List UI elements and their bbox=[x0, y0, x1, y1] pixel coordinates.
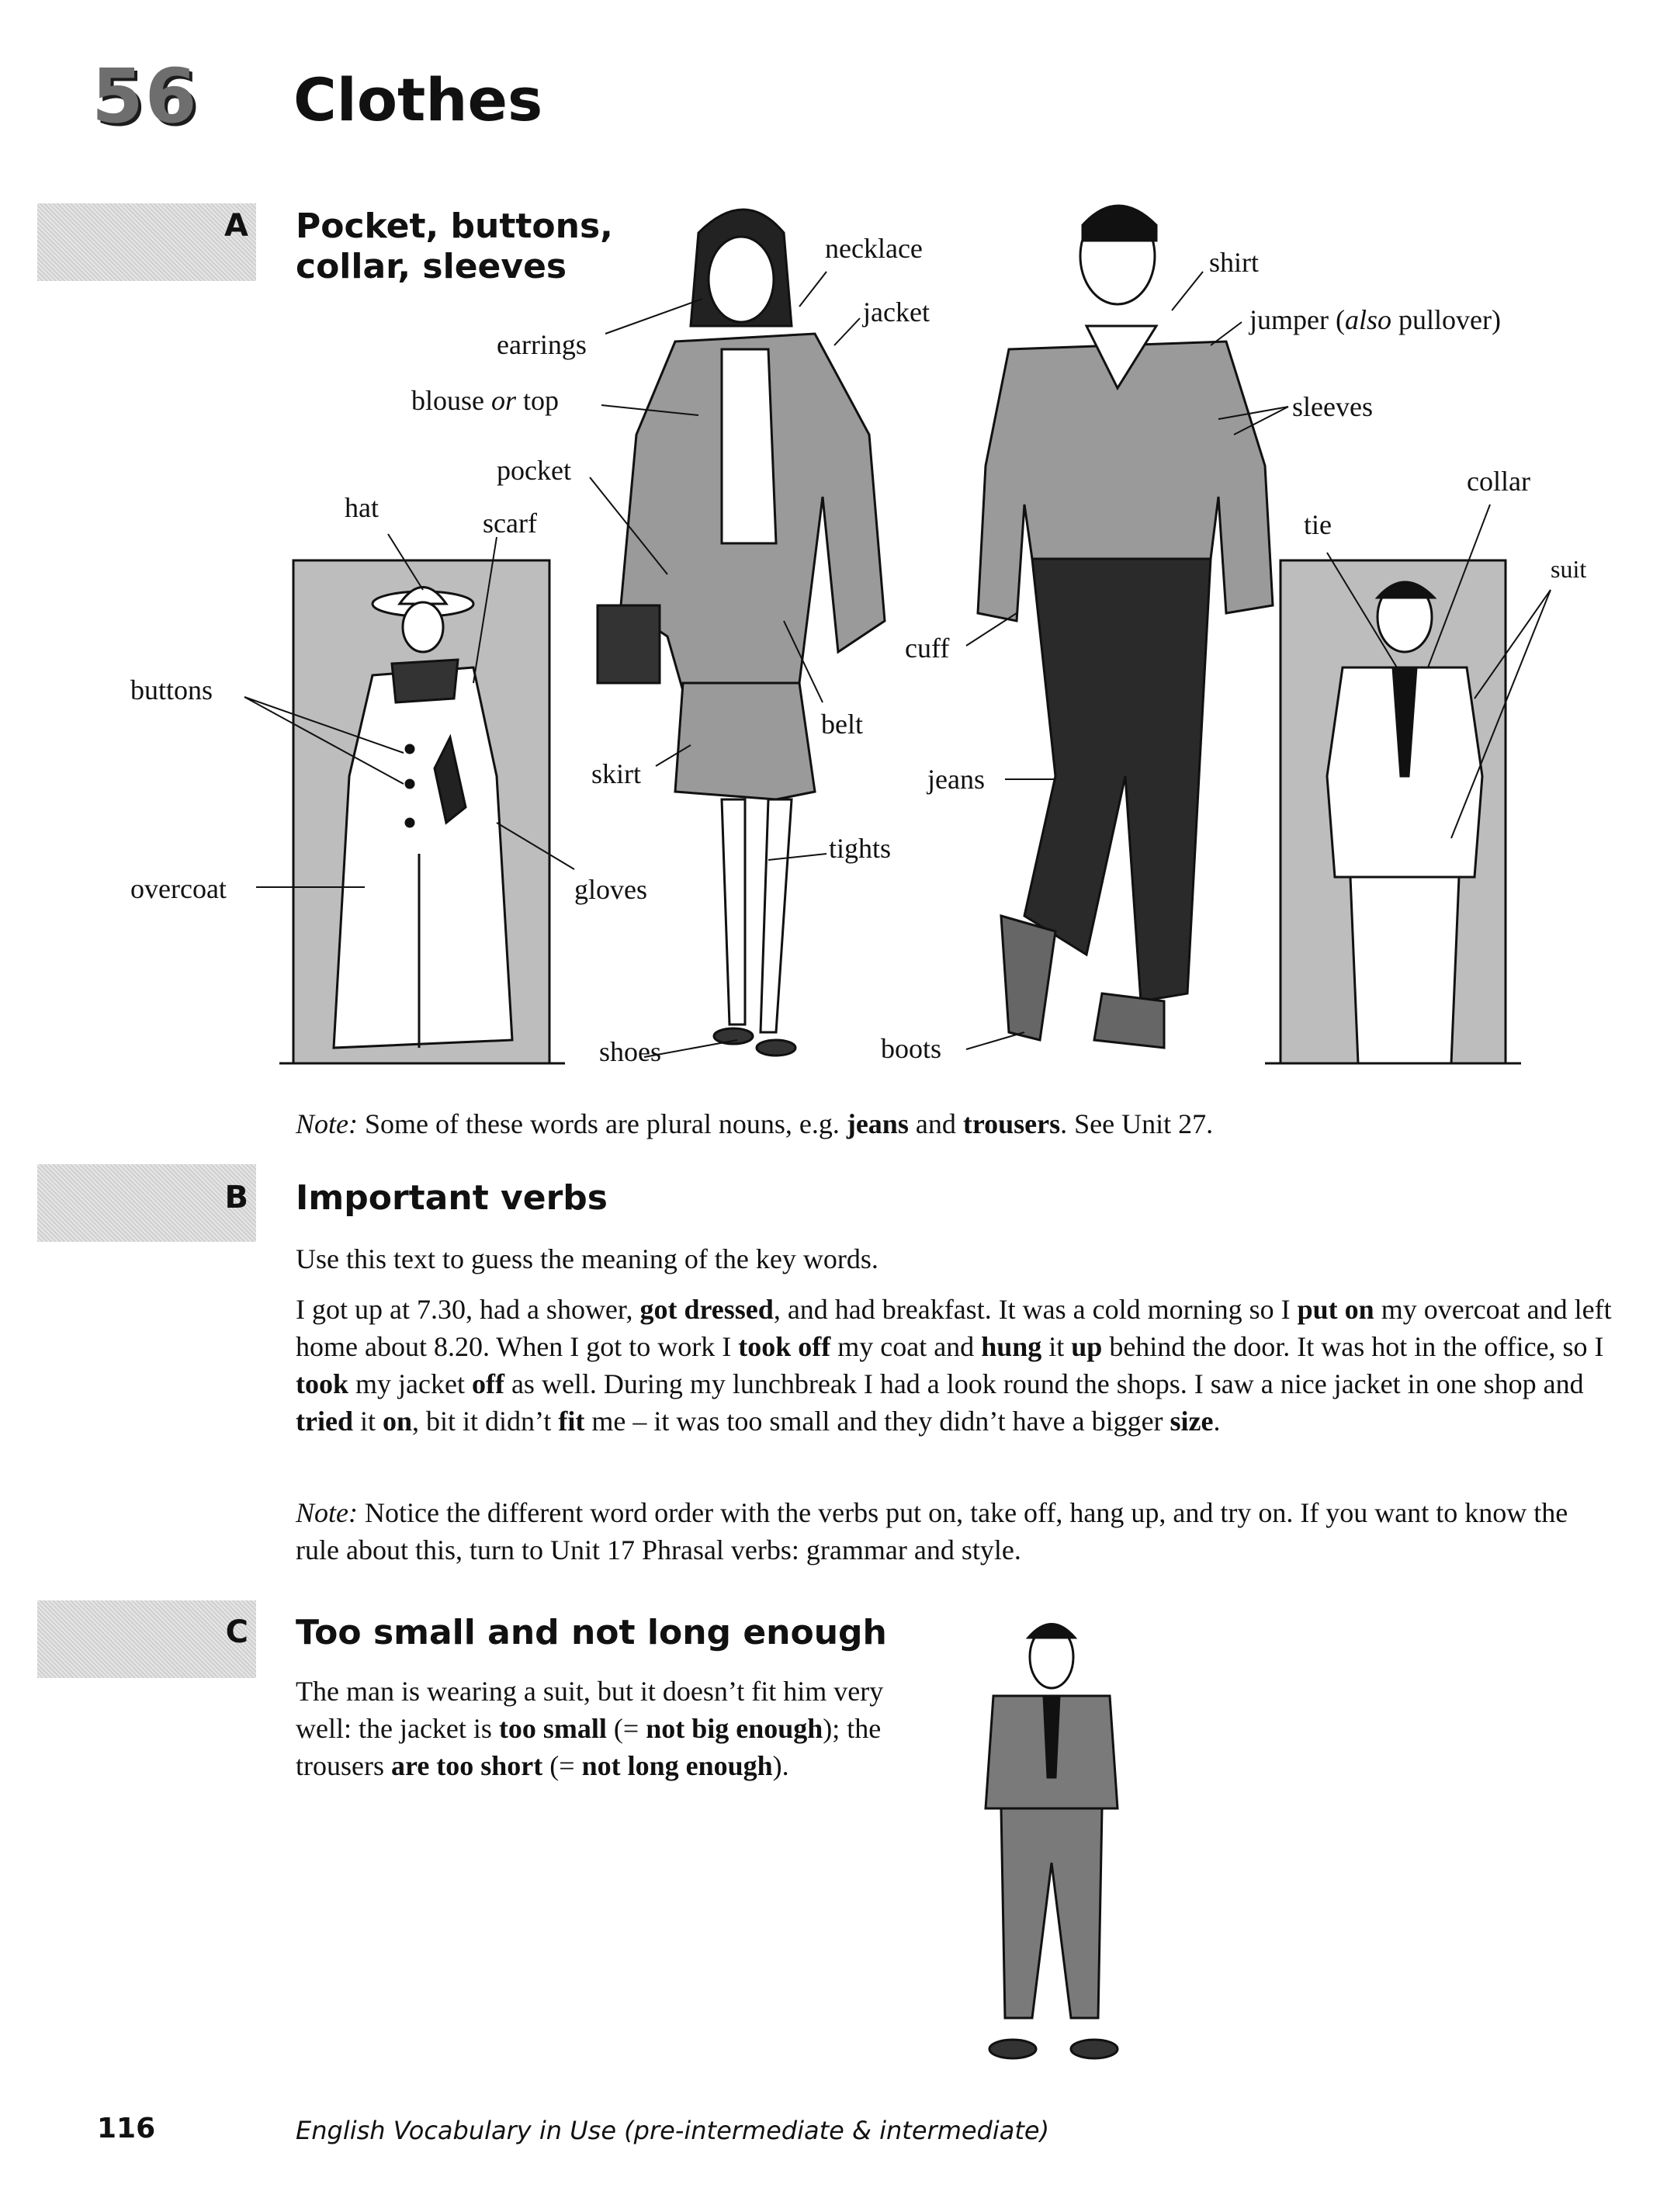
story-text: my overcoat and left home about 8.20. When I got to work I bbox=[296, 1294, 1612, 1362]
label-boots: boots bbox=[881, 1033, 942, 1064]
section-b-note bbox=[296, 1494, 1615, 1569]
section-b-note-text: Notice the different word order with the verbs put on, take off, hang up, and try on. If you want to know the rule about this, turn to Unit 17 Phrasal verbs: grammar and style. bbox=[296, 1497, 1568, 1565]
section-c-letter: C bbox=[225, 1614, 248, 1650]
story-text: it bbox=[352, 1406, 383, 1437]
section-a-note-word1: jeans bbox=[846, 1108, 909, 1139]
section-a-note-text1: Some of these words are plural nouns, e.g. bbox=[364, 1108, 840, 1139]
label-gloves: gloves bbox=[574, 874, 647, 905]
label-cuff: cuff bbox=[905, 633, 950, 664]
label-jumper: jumper (also pullover) bbox=[1249, 304, 1501, 335]
section-c-keyword: too small bbox=[498, 1713, 607, 1744]
section-b-letter: B bbox=[224, 1180, 248, 1215]
section-c-fragment: (= bbox=[606, 1713, 646, 1744]
unit-title: Clothes bbox=[293, 65, 543, 134]
section-c-keyword: not big enough bbox=[646, 1713, 823, 1744]
story-keyword: fit bbox=[558, 1406, 585, 1437]
label-shoes: shoes bbox=[599, 1036, 661, 1067]
label-scarf: scarf bbox=[483, 508, 537, 539]
section-c-fragment: ); the trousers bbox=[296, 1713, 882, 1781]
label-skirt: skirt bbox=[591, 758, 642, 789]
section-a-heading-line1: Pocket, buttons, bbox=[296, 206, 613, 246]
story-text: I got up at 7.30, had a shower, bbox=[296, 1294, 640, 1325]
story-text: as well. During my lunchbreak I had a look round the shops. I saw a nice jacket in one shop and bbox=[504, 1368, 1584, 1399]
label-blouse-top: top bbox=[523, 385, 560, 416]
story-text: my jacket bbox=[348, 1368, 472, 1399]
story-keyword: put on bbox=[1297, 1294, 1374, 1325]
label-collar: collar bbox=[1467, 466, 1530, 497]
story-keyword: on bbox=[382, 1406, 413, 1437]
label-jumper-pullover: pullover bbox=[1398, 304, 1492, 335]
section-a-heading-line2: collar, sleeves bbox=[296, 247, 567, 286]
label-overcoat: overcoat bbox=[130, 873, 227, 904]
label-pocket: pocket bbox=[497, 455, 571, 486]
section-c-fragment: The man is wearing a suit, but it doesn’t fit him very well: the jacket is bbox=[296, 1676, 884, 1744]
page-number: 116 bbox=[97, 2113, 156, 2144]
story-text: , and had breakfast. It was a cold morning so I bbox=[773, 1294, 1298, 1325]
section-a-note-text2: . See Unit 27. bbox=[1060, 1108, 1214, 1139]
label-jumper-word: jumper bbox=[1249, 304, 1329, 335]
label-jumper-also: also bbox=[1344, 304, 1391, 335]
section-c-keyword: not long enough bbox=[581, 1750, 773, 1781]
label-blouse bbox=[411, 385, 559, 416]
story-keyword: took off bbox=[738, 1331, 831, 1362]
story-keyword: tried bbox=[296, 1406, 353, 1437]
label-earrings: earrings bbox=[497, 329, 587, 360]
story-keyword: got dressed bbox=[639, 1294, 774, 1325]
section-c-fragment: ). bbox=[772, 1750, 789, 1781]
label-tights: tights bbox=[829, 833, 892, 864]
section-a-note-prefix: Note: bbox=[296, 1108, 358, 1139]
label-necklace: necklace bbox=[825, 233, 923, 264]
story-keyword: took bbox=[296, 1368, 349, 1399]
section-c-heading: Too small and not long enough bbox=[296, 1613, 887, 1652]
story-text: . bbox=[1213, 1406, 1221, 1437]
story-keyword: size bbox=[1170, 1406, 1214, 1437]
section-a-note bbox=[296, 1105, 1615, 1142]
story-text: it bbox=[1041, 1331, 1072, 1362]
label-belt: belt bbox=[821, 709, 863, 740]
section-a-letter: A bbox=[224, 208, 248, 244]
section-a-note-word2: trousers bbox=[962, 1108, 1061, 1139]
section-c-fragment: (= bbox=[542, 1750, 582, 1781]
book-title: English Vocabulary in Use (pre-intermediate & intermediate) bbox=[296, 2116, 1050, 2145]
story-text: , bit it didn’t bbox=[412, 1406, 559, 1437]
story-text: me – it was too small and they didn’t have a bigger bbox=[584, 1406, 1170, 1437]
label-jacket: jacket bbox=[863, 296, 930, 328]
label-jeans: jeans bbox=[927, 764, 985, 795]
section-b-note-prefix: Note: bbox=[296, 1497, 358, 1528]
section-b-intro: Use this text to guess the meaning of the key words. bbox=[296, 1243, 878, 1274]
label-suit: suit bbox=[1551, 555, 1587, 583]
label-tie: tie bbox=[1304, 509, 1332, 540]
section-c-keyword: are too short bbox=[390, 1750, 543, 1781]
small-suit-figure bbox=[986, 1624, 1118, 2059]
story-keyword: hung bbox=[981, 1331, 1042, 1362]
section-a-note-and: and bbox=[915, 1108, 956, 1139]
story-keyword: off bbox=[471, 1368, 504, 1399]
label-buttons: buttons bbox=[130, 674, 213, 706]
label-blouse-or: or bbox=[491, 385, 517, 416]
section-b-story bbox=[296, 1291, 1615, 1440]
section-b-heading: Important verbs bbox=[296, 1178, 608, 1218]
label-sleeves: sleeves bbox=[1292, 391, 1373, 422]
label-blouse-word: blouse bbox=[411, 385, 484, 416]
section-c-text bbox=[296, 1673, 901, 1784]
label-shirt: shirt bbox=[1209, 247, 1260, 278]
unit-number: 56 bbox=[92, 53, 199, 140]
label-hat: hat bbox=[345, 492, 379, 523]
story-text: my coat and bbox=[830, 1331, 982, 1362]
story-keyword: up bbox=[1071, 1331, 1103, 1362]
story-text: behind the door. It was hot in the office, so I bbox=[1102, 1331, 1604, 1362]
